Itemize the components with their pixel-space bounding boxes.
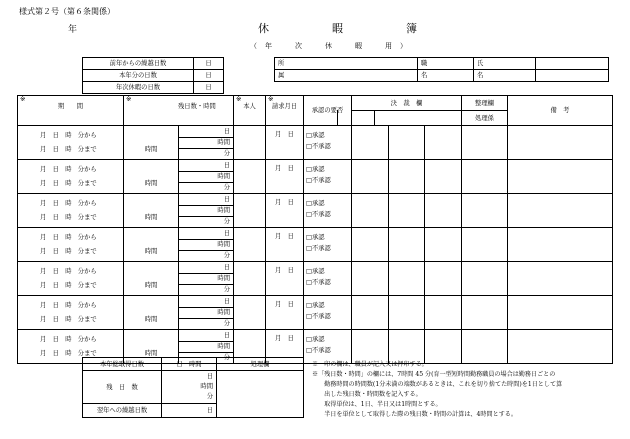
annual-leave-label: 年次休暇の日数 [83, 82, 194, 94]
processor-cell[interactable] [462, 228, 508, 262]
decision-header: 決 裁 欄 [352, 96, 462, 111]
processor-cell[interactable] [462, 330, 508, 364]
decision-cell[interactable] [352, 228, 462, 262]
decision-cell[interactable] [352, 296, 462, 330]
name-cell-2[interactable]: 名 [474, 70, 536, 82]
period-cell[interactable]: 月 日 時 分から 月 日 時 分まで [18, 126, 124, 160]
form-title: 休 暇 簿 [258, 22, 443, 35]
leave-row [18, 126, 613, 160]
request-date-cell[interactable]: 月 日 [266, 330, 304, 364]
remarks-cell[interactable] [508, 330, 613, 364]
decision-cell[interactable] [352, 160, 462, 194]
decision-cell[interactable] [352, 262, 462, 296]
note-line: 出した残日数・時間数を記入する。 [312, 391, 422, 398]
total-taken-label: 本年総取得日数 [83, 358, 162, 371]
approval-choice-cell[interactable]: □承認 □不承認 [304, 262, 352, 296]
processor-cell[interactable] [462, 262, 508, 296]
remaining-breakdown-cell[interactable]: 日 時間 分 [179, 194, 234, 228]
processing-label: 処理欄 [217, 358, 304, 371]
carry-next-label: 翌年への繰越日数 [83, 404, 162, 418]
total-taken-value[interactable]: 日 時間 [162, 358, 217, 371]
request-date-cell[interactable]: 月 日 [266, 126, 304, 160]
leave-record-table [17, 95, 613, 364]
request-date-cell[interactable]: 月 日 [266, 194, 304, 228]
remaining-days-label: 残 日 数 [83, 371, 162, 404]
leave-row [18, 296, 613, 330]
summary-table [82, 357, 304, 418]
remarks-cell[interactable] [508, 126, 613, 160]
remaining-breakdown-cell[interactable]: 日 時間 分 [179, 296, 234, 330]
form-subtitle: （年 次 休 暇 用） [250, 42, 415, 50]
request-date-cell[interactable]: 月 日 [266, 262, 304, 296]
processor-cell[interactable] [462, 126, 508, 160]
remaining-hours-cell[interactable]: 時間 [124, 160, 179, 194]
period-cell[interactable]: 月 日 時 分から 月 日 時 分まで [18, 194, 124, 228]
processing-cell[interactable] [217, 371, 304, 418]
remaining-breakdown-cell[interactable]: 日 時間 分 [179, 126, 234, 160]
self-seal-cell[interactable] [234, 194, 266, 228]
carryover-table [82, 57, 224, 94]
self-seal-cell[interactable] [234, 228, 266, 262]
period-cell[interactable]: 月 日 時 分から 月 日 時 分まで [18, 160, 124, 194]
remarks-header: 備 考 [508, 96, 613, 126]
decision-divider-2 [374, 110, 375, 125]
leave-row [18, 262, 613, 296]
affiliation-cell-2[interactable]: 属 [275, 70, 418, 82]
period-cell[interactable]: 月 日 時 分から 月 日 時 分まで [18, 262, 124, 296]
approval-choice-cell[interactable]: □承認 □不承認 [304, 194, 352, 228]
name-extra-cell[interactable] [536, 58, 609, 70]
annual-leave-unit: 日 [194, 82, 224, 94]
remaining-header: ※ 残日数・時間 [124, 96, 234, 126]
remaining-days-value[interactable]: 日 時間 分 [162, 371, 217, 404]
processor-cell[interactable] [462, 194, 508, 228]
processor-cell[interactable] [462, 296, 508, 330]
notes [312, 360, 612, 420]
name-extra-cell-2[interactable] [536, 70, 609, 82]
remaining-breakdown-cell[interactable]: 日 時間 分 [179, 330, 234, 364]
request-date-cell[interactable]: 月 日 [266, 228, 304, 262]
processor-cell[interactable] [462, 160, 508, 194]
period-cell[interactable]: 月 日 時 分から 月 日 時 分まで [18, 228, 124, 262]
carryover-unit: 日 [194, 58, 224, 70]
request-date-cell[interactable]: 月 日 [266, 160, 304, 194]
remarks-cell[interactable] [508, 296, 613, 330]
thisyear-unit: 日 [194, 70, 224, 82]
employee-info-table [274, 57, 609, 82]
approval-choice-cell[interactable]: □承認 □不承認 [304, 330, 352, 364]
arrangement-header: 整理欄 [462, 96, 508, 111]
name-cell[interactable]: 氏 [474, 58, 536, 70]
approval-choice-cell[interactable]: □承認 □不承認 [304, 228, 352, 262]
request-date-header: ※ 請求月日 [266, 96, 304, 126]
decision-divider-1 [337, 110, 338, 125]
decision-subheader [352, 111, 462, 126]
note-line: ※「残日数・時間」の欄には、7時間 45 分(育一型短時間勤務職員の場合は勤務日ごとの [312, 371, 556, 378]
remaining-hours-cell[interactable]: 時間 [124, 228, 179, 262]
remaining-breakdown-cell[interactable]: 日 時間 分 [179, 160, 234, 194]
self-seal-cell[interactable] [234, 126, 266, 160]
position-cell[interactable]: 職 [418, 58, 474, 70]
remarks-cell[interactable] [508, 228, 613, 262]
form-number: 様式第２号（第６条関係） [19, 7, 115, 16]
remaining-breakdown-cell[interactable]: 日 時間 分 [179, 228, 234, 262]
remarks-cell[interactable] [508, 194, 613, 228]
approval-choice-cell[interactable]: □承認 □不承認 [304, 296, 352, 330]
remarks-cell[interactable] [508, 262, 613, 296]
period-cell[interactable]: 月 日 時 分から 月 日 時 分まで [18, 296, 124, 330]
position-cell-2[interactable]: 名 [418, 70, 474, 82]
note-line: ※ 印の欄は、職員が記入又は押印する。 [312, 361, 428, 368]
leave-row [18, 160, 613, 194]
request-date-cell[interactable]: 月 日 [266, 296, 304, 330]
period-cell[interactable]: 月 日 時 分から 月 日 時 分まで [18, 330, 124, 364]
leave-row [18, 228, 613, 262]
note-line: 勤務時間の時間数(1分未満の端数があるときは、これを切り捨てた時間)を1日として算 [312, 381, 563, 388]
decision-cell[interactable] [352, 194, 462, 228]
remaining-hours-cell[interactable]: 時間 [124, 330, 179, 364]
affiliation-cell[interactable]: 所 [275, 58, 418, 70]
self-seal-cell[interactable] [234, 296, 266, 330]
remaining-hours-cell[interactable]: 時間 [124, 194, 179, 228]
thisyear-label: 本年分の日数 [83, 70, 194, 82]
remaining-hours-cell[interactable]: 時間 [124, 296, 179, 330]
note-line: 半日を単位として取得した際の残日数・時間の計算は、4時間とする。 [312, 411, 517, 418]
leave-row [18, 194, 613, 228]
self-seal-cell[interactable] [234, 262, 266, 296]
decision-cell[interactable] [352, 126, 462, 160]
self-seal-cell[interactable] [234, 160, 266, 194]
note-line: 取得単位は、1日、半日又は1時間とする。 [312, 401, 442, 408]
remaining-hours-cell[interactable]: 時間 [124, 262, 179, 296]
approval-header: 承認の要否 [304, 96, 352, 126]
decision-cell[interactable] [352, 330, 462, 364]
year-label: 年 [68, 25, 78, 35]
carryover-label: 前年からの繰越日数 [83, 58, 194, 70]
remaining-breakdown-cell[interactable]: 日 時間 分 [179, 262, 234, 296]
remaining-hours-cell[interactable]: 時間 [124, 126, 179, 160]
remarks-cell[interactable] [508, 160, 613, 194]
period-header: ※ 期 間 [18, 96, 124, 126]
approval-choice-cell[interactable]: □承認 □不承認 [304, 160, 352, 194]
self-header: ※ 本人 [234, 96, 266, 126]
carry-next-value[interactable]: 日 [162, 404, 217, 418]
approval-choice-cell[interactable]: □承認 □不承認 [304, 126, 352, 160]
processor-header: 処理係 [462, 111, 508, 126]
